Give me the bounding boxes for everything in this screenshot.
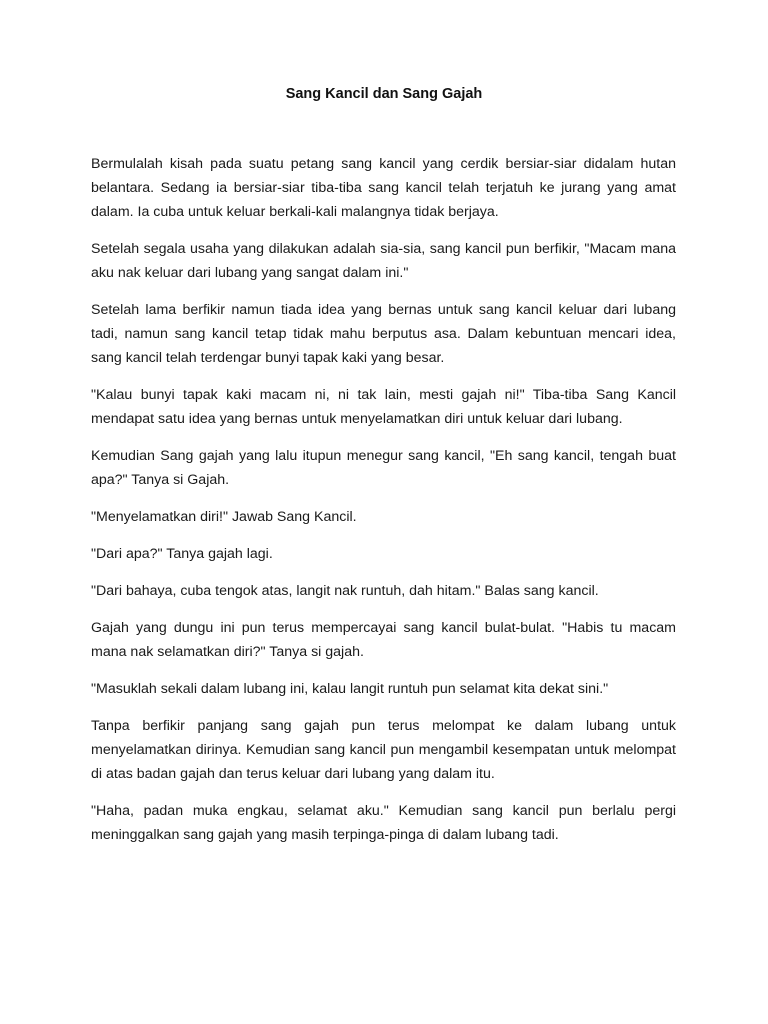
paragraph: Tanpa berfikir panjang sang gajah pun terus melompat ke dalam lubang untuk menyelamatkan dirinya. Kemudian sang kancil pun mengambil kesempatan untuk melompat di atas badan gajah dan terus keluar dari lubang yang dalam itu. xyxy=(91,718,676,782)
paragraph: "Menyelamatkan diri!" Jawab Sang Kancil. xyxy=(91,509,357,525)
paragraph: Gajah yang dungu ini pun terus mempercayai sang kancil bulat-bulat. "Habis tu macam mana nak selamatkan diri?" Tanya si gajah. xyxy=(91,620,676,660)
paragraph: "Kalau bunyi tapak kaki macam ni, ni tak lain, mesti gajah ni!" Tiba-tiba Sang Kancil mendapat satu idea yang bernas untuk menyelamatkan diri untuk keluar dari lubang. xyxy=(91,387,676,427)
paragraph: Kemudian Sang gajah yang lalu itupun menegur sang kancil, "Eh sang kancil, tengah buat apa?" Tanya si Gajah. xyxy=(91,448,676,488)
page-title: Sang Kancil dan Sang Gajah xyxy=(285,86,483,102)
document-body xyxy=(91,152,676,860)
paragraph: Setelah lama berfikir namun tiada idea yang bernas untuk sang kancil keluar dari lubang tadi, namun sang kancil tetap tidak mahu berputus asa. Dalam kebuntuan mencari idea, sang kancil telah terdengar bunyi tapak kaki yang besar. xyxy=(91,302,676,366)
paragraph: "Dari apa?" Tanya gajah lagi. xyxy=(91,546,273,562)
paragraph: "Haha, padan muka engkau, selamat aku." Kemudian sang kancil pun berlalu pergi meninggalkan sang gajah yang masih terpinga-pinga di dalam lubang tadi. xyxy=(91,803,676,843)
paragraph: Setelah segala usaha yang dilakukan adalah sia-sia, sang kancil pun berfikir, "Macam mana aku nak keluar dari lubang yang sangat dalam ini." xyxy=(91,241,676,281)
paragraph: Bermulalah kisah pada suatu petang sang kancil yang cerdik bersiar-siar didalam hutan belantara. Sedang ia bersiar-siar tiba-tiba sang kancil telah terjatuh ke jurang yang amat dalam. Ia cuba untuk keluar berkali-kali malangnya tidak berjaya. xyxy=(91,156,676,220)
paragraph: "Dari bahaya, cuba tengok atas, langit nak runtuh, dah hitam." Balas sang kancil. xyxy=(91,583,599,599)
paragraph: "Masuklah sekali dalam lubang ini, kalau langit runtuh pun selamat kita dekat sini." xyxy=(91,681,609,697)
